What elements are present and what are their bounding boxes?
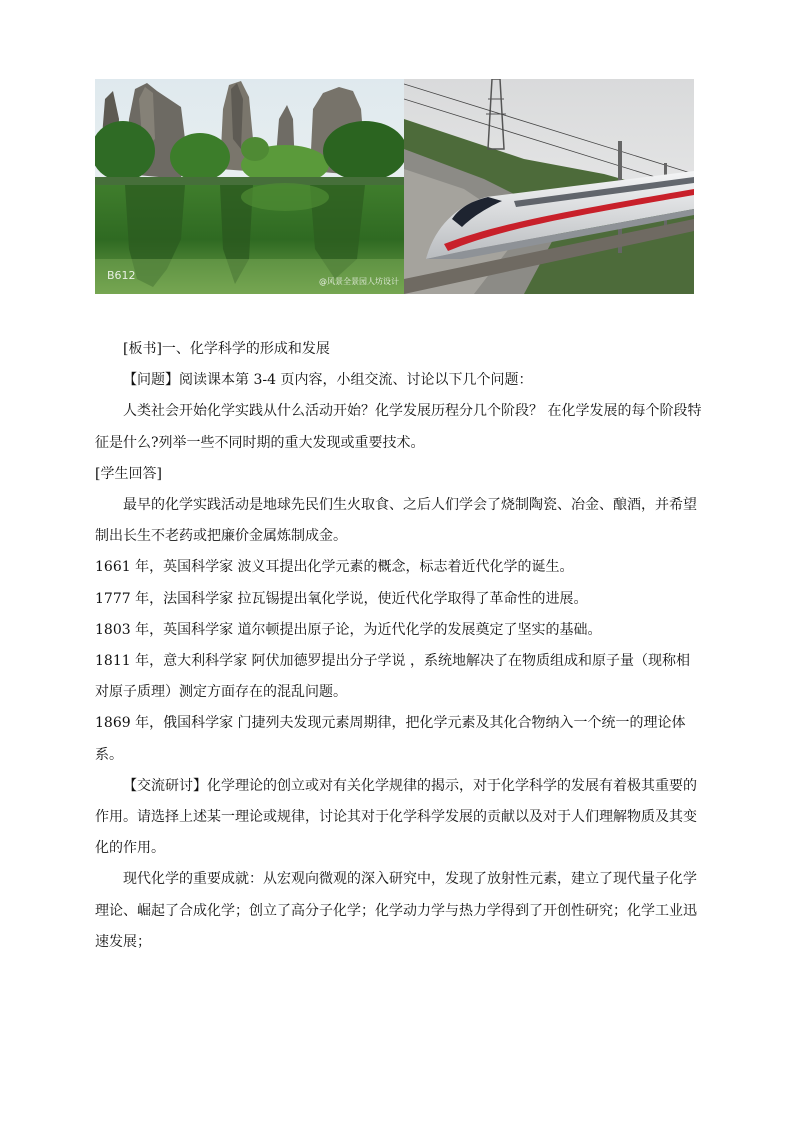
- watermark-left: B612: [107, 269, 136, 282]
- milestone-1777: 1777 年，法国科学家 拉瓦锡提出氧化学说，使近代化学取得了革命性的进展。: [95, 590, 588, 607]
- modern-achievements-paragraph: 现代化学的重要成就：从宏观向微观的深入研究中，发现了放射性元素，建立了现代量子化学理论、崛起了合成化学；创立了高分子化学；化学动力学与热力学得到了开创性研究；化学工业迅速发展；: [95, 871, 697, 950]
- student-answer-heading: [学生回答]: [95, 465, 162, 482]
- milestone-1661: 1661 年，英国科学家 波义耳提出化学元素的概念，标志着近代化学的诞生。: [95, 559, 574, 576]
- discussion-paragraph: 【交流研讨】化学理论的创立或对有关化学规律的揭示，对于化学科学的发展有着极其重要的作用。请选择上述某一理论或规律，讨论其对于化学科学发展的贡献以及对于人们理解物质及其变化的作用。: [95, 777, 697, 857]
- stone-forest-photo: [95, 79, 404, 294]
- high-speed-train-image: [404, 79, 694, 294]
- question-detail: 人类社会开始化学实践从什么活动开始？化学发展历程分几个阶段？ 在化学发展的每个阶段特征是什么?列举一些不同时期的重大发现或重要技术。: [95, 403, 702, 451]
- stone-forest-image: [95, 79, 404, 294]
- board-heading: [板书]一、化学科学的形成和发展: [123, 341, 330, 357]
- answer-paragraph: 最早的化学实践活动是地球先民们生火取食、之后人们学会了烧制陶瓷、冶金、酿酒，并希望制出长生不老药或把廉价金属炼制成金。: [95, 497, 697, 545]
- photo-row: [95, 79, 694, 294]
- milestone-1811: 1811 年，意大利科学家 阿伏加德罗提出分子学说 ，系统地解决了在物质组成和原子量（现称相对原子质理）测定方面存在的混乱问题。: [95, 653, 690, 701]
- milestone-1869: 1869 年，俄国科学家 门捷列夫发现元素周期律，把化学元素及其化合物纳入一个统一的理论体系。: [95, 715, 686, 763]
- watermark-right: @风景全景园人坊设计: [319, 277, 399, 286]
- question-prompt: 【问题】阅读课本第 3-4 页内容，小组交流、讨论以下几个问题：: [123, 372, 533, 389]
- train-photo: [404, 79, 694, 294]
- milestone-1803: 1803 年，英国科学家 道尔顿提出原子论，为近代化学的发展奠定了坚实的基础。: [95, 621, 602, 638]
- lesson-text: [95, 334, 703, 958]
